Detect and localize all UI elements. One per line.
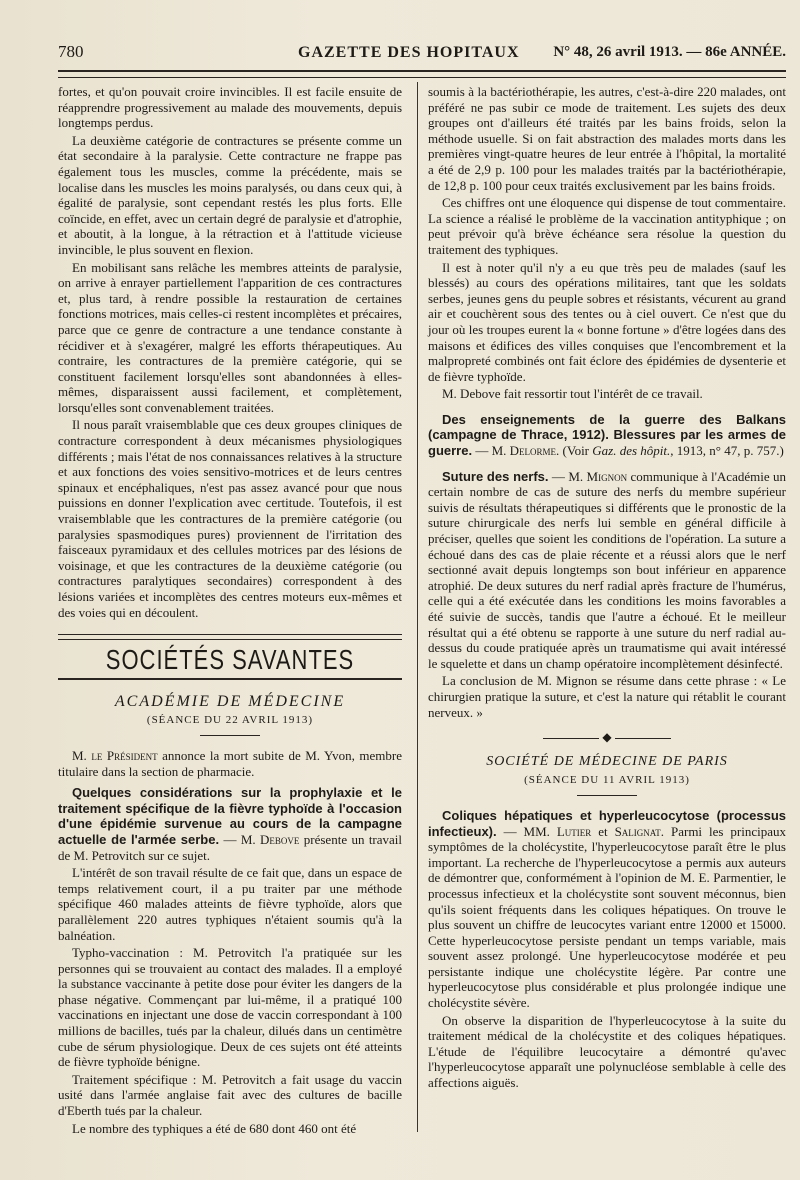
column-divider bbox=[417, 82, 418, 1132]
article-title: Coliques hépatiques et hyperleucocytose (processus infectieux). bbox=[428, 807, 786, 839]
article-intro bbox=[428, 808, 786, 1011]
section-rule bbox=[58, 678, 402, 680]
page-header bbox=[58, 40, 786, 70]
author-name: Mignon bbox=[586, 468, 628, 484]
section-title: SOCIÉTÉS SAVANTES bbox=[105, 643, 355, 676]
article-intro bbox=[428, 412, 786, 459]
text: et bbox=[591, 823, 615, 839]
article-intro bbox=[58, 785, 402, 863]
article-title: Suture des nerfs. bbox=[442, 468, 549, 484]
text: M. bbox=[72, 747, 92, 763]
session-date: (SÉANCE DU 11 AVRIL 1913) bbox=[524, 774, 690, 787]
paragraph: soumis à la bactériothérapie, les autres, c'est-à-dire 220 malades, ont préféré ne pas subir ce mode de traitement. Les sujets des deux groupes ont d'ailleurs été traités par les bains froids, selon la méthode usuelle. Si on fait abstraction des malades morts dans les premières vingt-quatre heures de leur entrée à l'hôpital, la mortalité a été de 2,9 p. 100 pour les malades traités par la bactériothérapie, de 12,8 p. 100 pour ceux traités exclusivement par les bains froids. bbox=[428, 84, 786, 193]
session-date: (SÉANCE DU 22 AVRIL 1913) bbox=[146, 714, 314, 727]
text: , 1913, n° 47, p. 757.) bbox=[670, 443, 784, 459]
divider bbox=[577, 795, 637, 796]
paragraph: fortes, et qu'on pouvait croire invincibles. Il est facile ensuite de réapprendre progressivement au malade des mouvements, depuis longtemps perdus. bbox=[58, 84, 402, 131]
author-name: Delorme bbox=[509, 443, 557, 459]
paragraph: La deuxième catégorie de contractures se présente comme un état secondaire à la paralysie. Cette contracture ne frappe pas également tous les muscles, comme la précédente, mais se localise dans les muscles les moins paralysés, ou dans ceux qui, à égalité de paralysie, sont cependant restés les plus forts. Elle coïncide, en effet, avec un certain degré de paralysie et d'atrophie, et aboutit, à la longue, à la rétraction et à l'attitude vicieuse invincible, le plus souvent en flexion. bbox=[58, 132, 402, 257]
paragraph: Il est à noter qu'il n'y a eu que très peu de malades (sauf les blessés) au cours des opérations militaires, tant que les soldats serbes, jeunes gens du peuple sobres et résistants, vécurent au grand air et couchèrent sous des tentes ou à ciel ouvert. Ce n'est que du jour où les troupes eurent la « bonne fortune » d'être logées dans des maisons et édifices des villes conquises que l'encombrement et la malpropreté combinés ont fait éclore des épidémies de dysenterie et de fièvre typhoïde. bbox=[428, 259, 786, 384]
paragraph: On observe la disparition de l'hyperleucocytose à la suite du traitement médical de la cholécystite et des coliques hépatiques. L'étude de l'équilibre leucocytaire a démontré qu'avec l'hyperleucocytose apparaît une polynucléose semblable à celle des affections aiguës. bbox=[428, 1012, 786, 1091]
text: — M. bbox=[219, 831, 261, 847]
text: — MM. bbox=[496, 823, 557, 839]
section-rule bbox=[58, 634, 402, 640]
text: . Parmi les principaux symptômes de la cholécystite, l'hyperleucocytose paraît être le plus important. La recherche de l'hyperleucocytose a permis aux auteurs de démontrer que, conformément à l'opinion de M. E. Parmentier, le processus infectieux et la cholécystite sont souvent méconnus, bien qu'ils soient fréquents dans les coliques hépatiques. On trouve le plus souvent un chiffre de leucocytes variant entre 12000 et 15000. Cette hyperleucocytose persiste pendant un temps variable, mais souvent assez prolongé. Une hyperleucocytose modérée et peu persistante indique une cholécystite légère. Par contre une hyperleucocytose plus considérable et plus prolongée indique une cholécystite sévère. bbox=[428, 823, 786, 1011]
paragraph: Ces chiffres ont une éloquence qui dispense de tout commentaire. La science a réalisé le problème de la vaccination antityphique ; on peut prévoir qu'à brève échéance sera résolue la question du traitement des typhiques. bbox=[428, 195, 786, 257]
paragraph: Typho-vaccination : M. Petrovitch l'a pratiquée sur les personnes qui se trouvaient au contact des malades. Il a employé la substance vaccinante à petite dose pour éviter les dangers de la phase négative. Commençant par lui-même, il a pratiqué 100 vaccinations en injectant une dose de vaccin correspondant à 100 millions de bacilles, tués par la chaleur, dilués dans un centimètre cube de sérum physiologique. Deux de ces sujets ont été atteints de fièvre typhoïde bénigne. bbox=[58, 945, 402, 1070]
text: — M. bbox=[548, 468, 587, 484]
text: — M. bbox=[472, 443, 510, 459]
author-name: Lutier bbox=[556, 823, 592, 839]
article-title: Des enseignements de la guerre des Balkans (campagne de Thrace, 1912). Blessures par les armes de guerre. bbox=[428, 411, 786, 459]
text: . (Voir bbox=[556, 443, 593, 459]
journal-title: GAZETTE DES HOPITAUX bbox=[298, 44, 520, 61]
left-column bbox=[58, 84, 402, 1138]
issue-info: N° 48, 26 avril 1913. — 86e ANNÉE. bbox=[553, 44, 786, 60]
right-column bbox=[428, 84, 786, 1093]
president-announcement bbox=[58, 748, 402, 779]
paragraph: Traitement spécifique : M. Petrovitch a fait usage du vaccin usité dans l'armée anglaise fait avec des cultures de bacille d'Eberth tués par la chaleur. bbox=[58, 1071, 402, 1119]
text: présente un travail de M. Petrovitch sur ce sujet. bbox=[58, 831, 403, 863]
academy-title: ACADÉMIE DE MÉDECINE bbox=[114, 692, 346, 710]
author-name: Debove bbox=[260, 831, 300, 847]
author-name: Salignat bbox=[614, 823, 661, 839]
paragraph: Le nombre des typhiques a été de 680 dont 460 ont été bbox=[72, 1120, 357, 1136]
journal-ref: Gaz. des hôpit. bbox=[592, 443, 671, 459]
society-title: SOCIÉTÉ DE MÉDECINE DE PARIS bbox=[486, 753, 728, 769]
paragraph: En mobilisant sans relâche les membres atteints de paralysie, on arrive à enrayer partiellement l'apparition de ces contractures et, plus tard, à rendre possible la restauration de certaines fonctions motrices, mais celles-ci restent incomplètes et précaires, parce que ce genre de contracture a une tendance constante à récidiver et à s'exagérer, malgré les efforts thérapeutiques. Au contraire, les contractures de la première catégorie, qui se constituent facilement lorsqu'elles sont abandonnées à elles-mêmes, disparaissent aussi facilement, et complètement, lorsqu'elles sont convenablement traitées. bbox=[58, 259, 403, 415]
article-intro bbox=[428, 469, 786, 672]
page-number: 780 bbox=[58, 42, 84, 61]
paragraph: M. Debove fait ressortir tout l'intérêt de ce travail. bbox=[442, 386, 703, 402]
paragraph: La conclusion de M. Mignon se résume dans cette phrase : « Le chirurgien pratique la suture, et c'est la nature qui rétablit le courant nerveux. » bbox=[428, 673, 786, 720]
text: annonce la mort subite de M. Yvon, membre titulaire dans la section de pharmacie. bbox=[58, 747, 403, 779]
president-label: le Président bbox=[91, 747, 158, 763]
ornament-divider: ◆ bbox=[428, 730, 786, 746]
text: communique à l'Académie un certain nombre de cas de suture des nerfs du membre supérieur suivis de résultats thérapeutiques si différents que le pronostic de la suture chirurgicale des nerfs lui semble en général difficile à préciser, quelles que soient les conditions de l'opération. La suture a échoué dans des cas de plaie récente et a réussi alors que le nerf sectionné avait depuis longtemps son bout inférieur en apparence atrophié. De deux sutures du nerf radial après fracture de l'humérus, celle qui a été exécutée dans les conditions les moins favorables a été suivie de succès, tandis que l'autre a échoué. Et le meilleur résultat qui a été obtenu se rapporte à une suture du nerf radial au-dessus du coude pratiquée après un traumatisme qui avait intéressé le squelette et dans un champ opératoire incomplètement désinfecté. bbox=[428, 468, 787, 671]
paragraph: L'intérêt de son travail résulte de ce fait que, dans un espace de temps relativement court, il a pu traiter par une méthode spécifique 460 malades atteints de fièvre typhoïde, alors que parallèlement 220 autres typhiques n'étaient soumis qu'à la balnéation. bbox=[58, 865, 402, 943]
article-title: Quelques considérations sur la prophylaxie et le traitement spécifique de la fièvre typhoïde à l'occasion d'une épidémie survenue au cours de la campagne actuelle de l'armée serbe. bbox=[58, 785, 402, 847]
paragraph: Il nous paraît vraisemblable que ces deux groupes cliniques de contracture correspondent à deux mécanismes physiologiques différents ; mais l'état de nos connaissances relatives à la structure et aux fonctions des voies sensitivo-motrices et de leurs centres spinaux et encéphaliques, n'est pas assez avancé pour que nous puissions en donner l'explication avec certitude. Toutefois, il est vraisemblable que les contractures de la première catégorie (ou paralysies spasmodiques pures) proviennent de l'irritation des faisceaux pyramidaux et des cellules motrices par des lésions de voisinage, et que les contractures de la deuxième catégorie (ou contractures paralytiques secondaires) correspondent à des lésions variées et incomplètes des centres moteurs eux-mêmes et des voies qui en découlent. bbox=[58, 417, 402, 620]
divider bbox=[200, 735, 260, 736]
header-rule bbox=[58, 70, 786, 78]
